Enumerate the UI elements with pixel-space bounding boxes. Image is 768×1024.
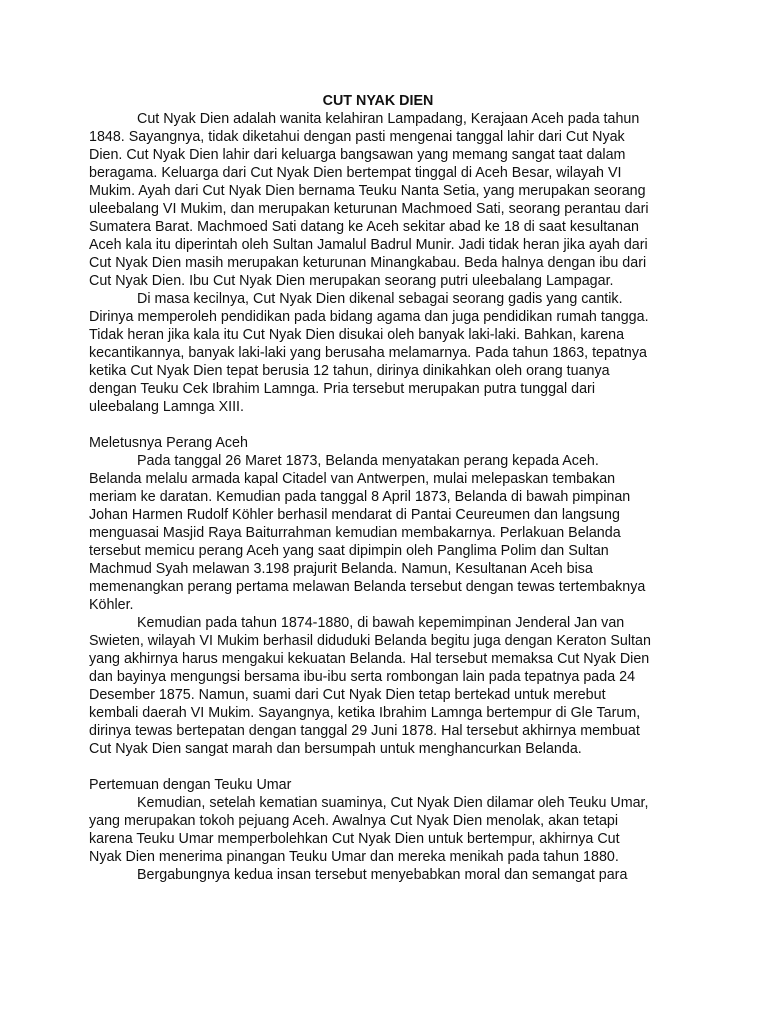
paragraph: Kemudian, setelah kematian suaminya, Cut Nyak Dien dilamar oleh Teuku Umar, yang merupakan tokoh pejuang Aceh. Awalnya Cut Nyak Dien menolak, akan tetapi karena Teuku Umar memperbolehkan Cut Nyak Dien untuk bertempur, akhirnya Cut Nyak Dien menerima pinangan Teuku Umar dan mereka menikah pada tahun 1880. (89, 795, 649, 865)
paragraph: Pada tanggal 26 Maret 1873, Belanda menyatakan perang kepada Aceh. Belanda melalu armada kapal Citadel van Antwerpen, mulai melepaskan tembakan meriam ke daratan. Kemudian pada tanggal 8 April 1873, Belanda di bawah pimpinan Johan Harmen Rudolf Köhler berhasil mendarat di Pantai Ceureumen dan langsung menguasai Masjid Raya Baiturrahman kemudian membakarnya. Perlakuan Belanda tersebut memicu perang Aceh yang saat dipimpin oleh Panglima Polim dan Sultan Machmud Syah melawan 3.198 prajurit Belanda. Namun, Kesultanan Aceh bisa memenangkan perang pertama melawan Belanda tersebut dengan tewas tertembaknya Köhler. (89, 453, 646, 613)
paragraph: Cut Nyak Dien adalah wanita kelahiran Lampadang, Kerajaan Aceh pada tahun 1848. Sayangnya, tidak diketahui dengan pasti mengenai tanggal lahir dari Cut Nyak Dien. Cut Nyak Dien lahir dari keluarga bangsawan yang memang sangat taat dalam beragama. Keluarga dari Cut Nyak Dien bertempat tinggal di Aceh Besar, wilayah VI Mukim. Ayah dari Cut Nyak Dien bernama Teuku Nanta Setia, yang merupakan seorang uleebalang VI Mukim, dan merupakan keturunan Machmoed Sati, seorang perantau dari Sumatera Barat. Machmoed Sati datang ke Aceh sekitar abad ke 18 di saat kesultanan Aceh kala itu diperintah oleh Sultan Jamalul Badrul Munir. Jadi tidak heran jika ayah dari Cut Nyak Dien masih merupakan keturunan Minangkabau. Beda halnya dengan ibu dari Cut Nyak Dien. Ibu Cut Nyak Dien merupakan seorang putri uleebalang Lampagar. (89, 111, 649, 289)
paragraph: Bergabungnya kedua insan tersebut menyebabkan moral dan semangat para (137, 867, 628, 883)
document-title: CUT NYAK DIEN (322, 93, 434, 109)
section-heading: Meletusnya Perang Aceh (89, 435, 248, 451)
paragraph: Kemudian pada tahun 1874-1880, di bawah kepemimpinan Jenderal Jan van Swieten, wilayah VI Mukim berhasil diduduki Belanda begitu juga dengan Keraton Sultan yang akhirnya harus mengakui kekuatan Belanda. Hal tersebut memaksa Cut Nyak Dien dan bayinya mengungsi bersama ibu-ibu serta rombongan lain pada tepatnya pada 24 Desember 1875. Namun, suami dari Cut Nyak Dien tetap bertekad untuk merebut kembali daerah VI Mukim. Sayangnya, ketika Ibrahim Lamnga bertempur di Gle Tarum, dirinya tewas bertepatan dengan tanggal 29 Juni 1878. Hal tersebut akhirnya membuat Cut Nyak Dien sangat marah dan bersumpah untuk menghancurkan Belanda. (89, 615, 651, 757)
paragraph: Di masa kecilnya, Cut Nyak Dien dikenal sebagai seorang gadis yang cantik. Dirinya memperoleh pendidikan pada bidang agama dan juga pendidikan rumah tangga. Tidak heran jika kala itu Cut Nyak Dien disukai oleh banyak laki-laki. Bahkan, karena kecantikannya, banyak laki-laki yang berusaha melamarnya. Pada tahun 1863, tepatnya ketika Cut Nyak Dien tepat berusia 12 tahun, dirinya dinikahkan oleh orang tuanya dengan Teuku Cek Ibrahim Lamnga. Pria tersebut merupakan putra tunggal dari uleebalang Lamnga XIII. (89, 291, 649, 415)
document-body (89, 92, 655, 884)
section-heading: Pertemuan dengan Teuku Umar (89, 777, 292, 793)
